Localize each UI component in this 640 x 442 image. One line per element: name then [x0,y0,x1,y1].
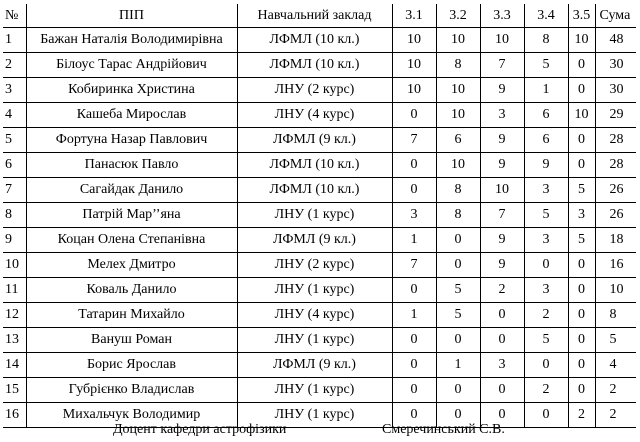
task-5-score: 0 [568,153,595,178]
row-number: 3 [3,78,26,103]
row-number: 6 [3,153,26,178]
task-2-score: 0 [436,403,480,428]
total-score: 48 [595,28,636,53]
task-1-score: 0 [392,403,436,428]
table-row [3,403,636,428]
total-score: 18 [595,228,636,253]
full-name: Коцан Олена Степанівна [26,228,237,253]
task-4-score: 2 [524,378,568,403]
table-row [3,103,636,128]
task-1-score: 1 [392,303,436,328]
task-2-score: 0 [436,228,480,253]
total-score: 26 [595,203,636,228]
task-4-score: 0 [524,353,568,378]
task-3-score: 0 [480,403,524,428]
signature-position: Доцент кафедри астрофізики [113,422,287,437]
task-5-score: 0 [568,53,595,78]
full-name: Панасюк Павло [26,153,237,178]
row-number: 15 [3,378,26,403]
task-3-score: 3 [480,103,524,128]
table-row [3,78,636,103]
table-row [3,128,636,153]
header-task-5: 3.5 [568,4,595,28]
task-4-score: 3 [524,278,568,303]
task-2-score: 0 [436,378,480,403]
task-4-score: 5 [524,328,568,353]
task-2-score: 8 [436,203,480,228]
task-4-score: 2 [524,303,568,328]
table-row [3,28,636,53]
task-5-score: 0 [568,78,595,103]
task-2-score: 5 [436,303,480,328]
header-task-2: 3.2 [436,4,480,28]
task-5-score: 0 [568,278,595,303]
total-score: 30 [595,78,636,103]
institution: ЛФМЛ (9 кл.) [237,353,392,378]
table-row [3,378,636,403]
task-5-score: 10 [568,28,595,53]
task-3-score: 7 [480,203,524,228]
table-row [3,228,636,253]
table-row [3,353,636,378]
task-3-score: 10 [480,178,524,203]
task-1-score: 1 [392,228,436,253]
task-5-score: 0 [568,253,595,278]
task-1-score: 10 [392,28,436,53]
row-number: 8 [3,203,26,228]
task-1-score: 0 [392,328,436,353]
task-2-score: 6 [436,128,480,153]
institution: ЛНУ (1 курс) [237,278,392,303]
full-name: Вануш Роман [26,328,237,353]
task-2-score: 8 [436,53,480,78]
full-name: Патрій Мар’’яна [26,203,237,228]
full-name: Губрієнко Владислав [26,378,237,403]
task-5-score: 0 [568,128,595,153]
task-3-score: 9 [480,253,524,278]
row-number: 12 [3,303,26,328]
task-5-score: 0 [568,328,595,353]
row-number: 7 [3,178,26,203]
task-4-score: 3 [524,178,568,203]
full-name: Бажан Наталія Володимирівна [26,28,237,53]
task-4-score: 0 [524,253,568,278]
full-name: Кашеба Мирослав [26,103,237,128]
institution: ЛНУ (4 курс) [237,303,392,328]
full-name: Борис Ярослав [26,353,237,378]
task-4-score: 3 [524,228,568,253]
task-3-score: 0 [480,303,524,328]
institution: ЛНУ (1 курс) [237,403,392,428]
task-5-score: 0 [568,378,595,403]
task-1-score: 0 [392,103,436,128]
task-2-score: 10 [436,103,480,128]
row-number: 14 [3,353,26,378]
institution: ЛНУ (2 курс) [237,78,392,103]
full-name: Кобиринка Христина [26,78,237,103]
total-score: 16 [595,253,636,278]
task-3-score: 0 [480,378,524,403]
institution: ЛНУ (4 курс) [237,103,392,128]
task-4-score: 1 [524,78,568,103]
task-4-score: 8 [524,28,568,53]
total-score: 10 [595,278,636,303]
task-5-score: 10 [568,103,595,128]
task-2-score: 0 [436,328,480,353]
institution: ЛНУ (1 курс) [237,378,392,403]
table-header-row [3,4,636,28]
header-number: № [3,4,26,28]
total-score: 28 [595,153,636,178]
table-row [3,153,636,178]
task-5-score: 3 [568,203,595,228]
row-number: 13 [3,328,26,353]
total-score: 5 [595,328,636,353]
task-1-score: 7 [392,128,436,153]
total-score: 4 [595,353,636,378]
task-5-score: 5 [568,178,595,203]
task-2-score: 10 [436,153,480,178]
task-3-score: 2 [480,278,524,303]
task-3-score: 3 [480,353,524,378]
institution: ЛНУ (1 курс) [237,328,392,353]
row-number: 1 [3,28,26,53]
row-number: 2 [3,53,26,78]
row-number: 16 [3,403,26,428]
task-3-score: 9 [480,78,524,103]
task-4-score: 0 [524,403,568,428]
row-number: 10 [3,253,26,278]
total-score: 28 [595,128,636,153]
table-row [3,303,636,328]
header-task-4: 3.4 [524,4,568,28]
full-name: Михальчук Володимир [26,403,237,428]
table-row [3,278,636,303]
total-score: 2 [595,378,636,403]
institution: ЛНУ (1 курс) [237,203,392,228]
table-row [3,253,636,278]
full-name: Мелех Дмитро [26,253,237,278]
table-row [3,203,636,228]
task-2-score: 10 [436,28,480,53]
signature-name: Смеречинський С.В. [382,422,505,437]
institution: ЛФМЛ (10 кл.) [237,28,392,53]
header-task-3: 3.3 [480,4,524,28]
table-body [3,28,636,428]
table-row [3,178,636,203]
total-score: 8 [595,303,636,328]
task-3-score: 10 [480,28,524,53]
full-name: Фортуна Назар Павлович [26,128,237,153]
task-4-score: 5 [524,53,568,78]
task-5-score: 5 [568,228,595,253]
task-5-score: 2 [568,403,595,428]
header-total: Сума [595,4,636,28]
task-1-score: 3 [392,203,436,228]
total-score: 26 [595,178,636,203]
header-institution: Навчальний заклад [237,4,392,28]
full-name: Коваль Данило [26,278,237,303]
header-full-name: ПІП [26,4,237,28]
full-name: Татарин Михайло [26,303,237,328]
task-3-score: 9 [480,228,524,253]
task-4-score: 9 [524,153,568,178]
table-row [3,328,636,353]
task-1-score: 0 [392,278,436,303]
task-1-score: 7 [392,253,436,278]
task-5-score: 0 [568,303,595,328]
total-score: 29 [595,103,636,128]
full-name: Білоус Тарас Андрійович [26,53,237,78]
row-number: 5 [3,128,26,153]
task-5-score: 0 [568,353,595,378]
task-1-score: 0 [392,353,436,378]
table-row [3,53,636,78]
task-4-score: 5 [524,203,568,228]
institution: ЛНУ (2 курс) [237,253,392,278]
task-3-score: 7 [480,53,524,78]
full-name: Сагайдак Данило [26,178,237,203]
task-2-score: 1 [436,353,480,378]
row-number: 11 [3,278,26,303]
task-2-score: 8 [436,178,480,203]
institution: ЛФМЛ (10 кл.) [237,53,392,78]
task-1-score: 0 [392,178,436,203]
task-1-score: 0 [392,378,436,403]
institution: ЛФМЛ (9 кл.) [237,128,392,153]
task-3-score: 9 [480,153,524,178]
total-score: 2 [595,403,636,428]
task-2-score: 5 [436,278,480,303]
task-1-score: 0 [392,153,436,178]
institution: ЛФМЛ (10 кл.) [237,153,392,178]
institution: ЛФМЛ (10 кл.) [237,178,392,203]
task-3-score: 0 [480,328,524,353]
task-3-score: 9 [480,128,524,153]
task-4-score: 6 [524,128,568,153]
institution: ЛФМЛ (9 кл.) [237,228,392,253]
task-4-score: 6 [524,103,568,128]
row-number: 9 [3,228,26,253]
task-2-score: 10 [436,78,480,103]
task-1-score: 10 [392,53,436,78]
task-1-score: 10 [392,78,436,103]
total-score: 30 [595,53,636,78]
row-number: 4 [3,103,26,128]
results-table [3,4,636,428]
header-task-1: 3.1 [392,4,436,28]
task-2-score: 0 [436,253,480,278]
